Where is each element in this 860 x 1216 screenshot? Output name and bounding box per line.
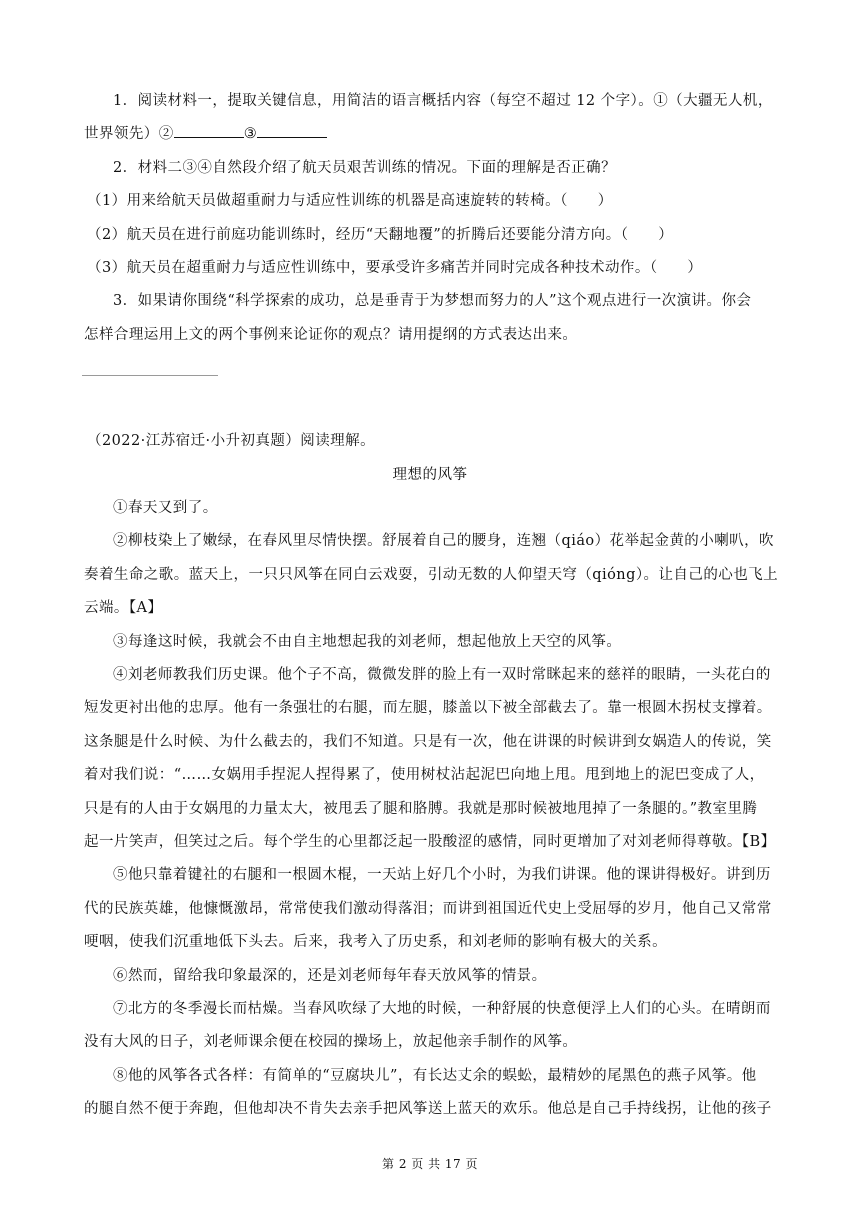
passage-line: 这条腿是什么时候、为什么截去的，我们不知道。只是有一次，他在讲课的时候讲到女娲造人的传说，笑 — [84, 734, 772, 750]
passage-line: ①春天又到了。 — [113, 500, 218, 516]
passage-line: 起一片笑声，但笑过之后。每个学生的心里都泛起一股酸涩的感情，同时更增加了对刘老师得尊敬。【B】 — [84, 834, 776, 850]
question-1-blank-3-label: ③ — [243, 126, 258, 142]
passage-line: 云端。【A】 — [84, 600, 163, 616]
question-1-line-2 — [84, 124, 784, 144]
question-3-line-1: 3．如果请你围绕“科学探索的成功，总是垂青于为梦想而努力的人”这个观点进行一次演讲。你会 — [113, 293, 752, 309]
answer-blank-2[interactable] — [174, 125, 244, 138]
passage-line: ⑥然而，留给我印象最深的，还是刘老师每年春天放风筝的情景。 — [113, 968, 547, 984]
question-1-answer-label: 世界领先）② — [84, 126, 174, 142]
passage-line: ②柳枝染上了嫩绿，在春风里尽情快摆。舒展着自己的腰身，连翘（qiáo）花举起金黄的小喇叭，吹 — [113, 533, 774, 549]
passage-line: ⑧他的风筝各式各样：有简单的“豆腐块儿”，有长达丈余的蜈蚣，最精妙的尾黑色的燕子风筝。他 — [113, 1068, 757, 1084]
passage-source: （2022·江苏宿迁·小升初真题）阅读理解。 — [87, 433, 376, 449]
passage-line: 只是有的人由于女娲甩的力量太大，被甩丢了腿和胳膊。我就是那时候被地甩掉了一条腿的。”教室里腾 — [84, 801, 758, 817]
passage-line: 哽咽，使我们沉重地低下头去。后来，我考入了历史系，和刘老师的影响有极大的关系。 — [84, 934, 668, 950]
question-3-line-2: 怎样合理运用上文的两个事例来论证你的观点？请用提纲的方式表达出来。 — [84, 327, 578, 343]
answer-blank-3[interactable] — [257, 125, 327, 138]
passage-line: ③每逢这时候，我就会不由自主地想起我的刘老师，想起他放上天空的风筝。 — [113, 634, 622, 650]
answer-divider — [82, 375, 218, 376]
passage-line: ④刘老师教我们历史课。他个子不高，微微发胖的脸上有一双时常眯起来的慈祥的眼睛，一头花白的 — [113, 667, 771, 683]
question-2-item-1: （1）用来给航天员做超重耐力与适应性训练的机器是高速旋转的转椅。（ ） — [87, 193, 613, 209]
question-2-intro: 2．材料二③④自然段介绍了航天员艰苦训练的情况。下面的理解是否正确？ — [113, 160, 617, 176]
question-2-item-2: （2）航天员在进行前庭功能训练时，经历“天翻地覆”的折腾后还要能分清方向。（ ） — [87, 227, 674, 243]
question-1-line-1: 1．阅读材料一，提取关键信息，用简洁的语言概括内容（每空不超过 12 个字）。①（大疆无人机， — [113, 93, 773, 109]
passage-line: 代的民族英雄，他慷慨激昂，常常使我们激动得落泪；而讲到祖国近代史上受屈辱的岁月，他自己又常常 — [84, 901, 772, 917]
passage-line: 没有大风的日子，刘老师课余便在校园的操场上，放起他亲手制作的风筝。 — [84, 1034, 578, 1050]
page-number-footer: 第 2 页 共 17 页 — [382, 1157, 478, 1171]
passage-line: 的腿自然不便于奔跑，但他却决不肯失去亲手把风筝送上蓝天的欢乐。他总是自己手持线拐，让他的孩子 — [84, 1101, 772, 1117]
passage-line: 奏着生命之歌。蓝天上，一只只风筝在同白云戏耍，引动无数的人仰望天穹（qióng）。让自己的心也飞上 — [84, 567, 779, 583]
passage-line: ⑤他只靠着键社的右腿和一根圆木棍，一天站上好几个小时，为我们讲课。他的课讲得极好。讲到历 — [113, 867, 771, 883]
passage-title: 理想的风筝 — [392, 467, 468, 483]
passage-line: 短发更衬出他的忠厚。他有一条强壮的右腿，而左腿，膝盖以下被全部截去了。靠一根圆木拐杖支撑着。 — [84, 700, 772, 716]
question-2-item-3: （3）航天员在超重耐力与适应性训练中，要承受许多痛苦并同时完成各种技术动作。（ ） — [87, 260, 703, 276]
passage-line: 着对我们说：“……女娲用手捏泥人捏得累了，使用树杖沾起泥巴向地上甩。甩到地上的泥巴变成了人， — [84, 767, 765, 783]
passage-line: ⑦北方的冬季漫长而枯燥。当春风吹绿了大地的时候，一种舒展的快意便浮上人们的心头。在晴朗而 — [113, 1001, 771, 1017]
